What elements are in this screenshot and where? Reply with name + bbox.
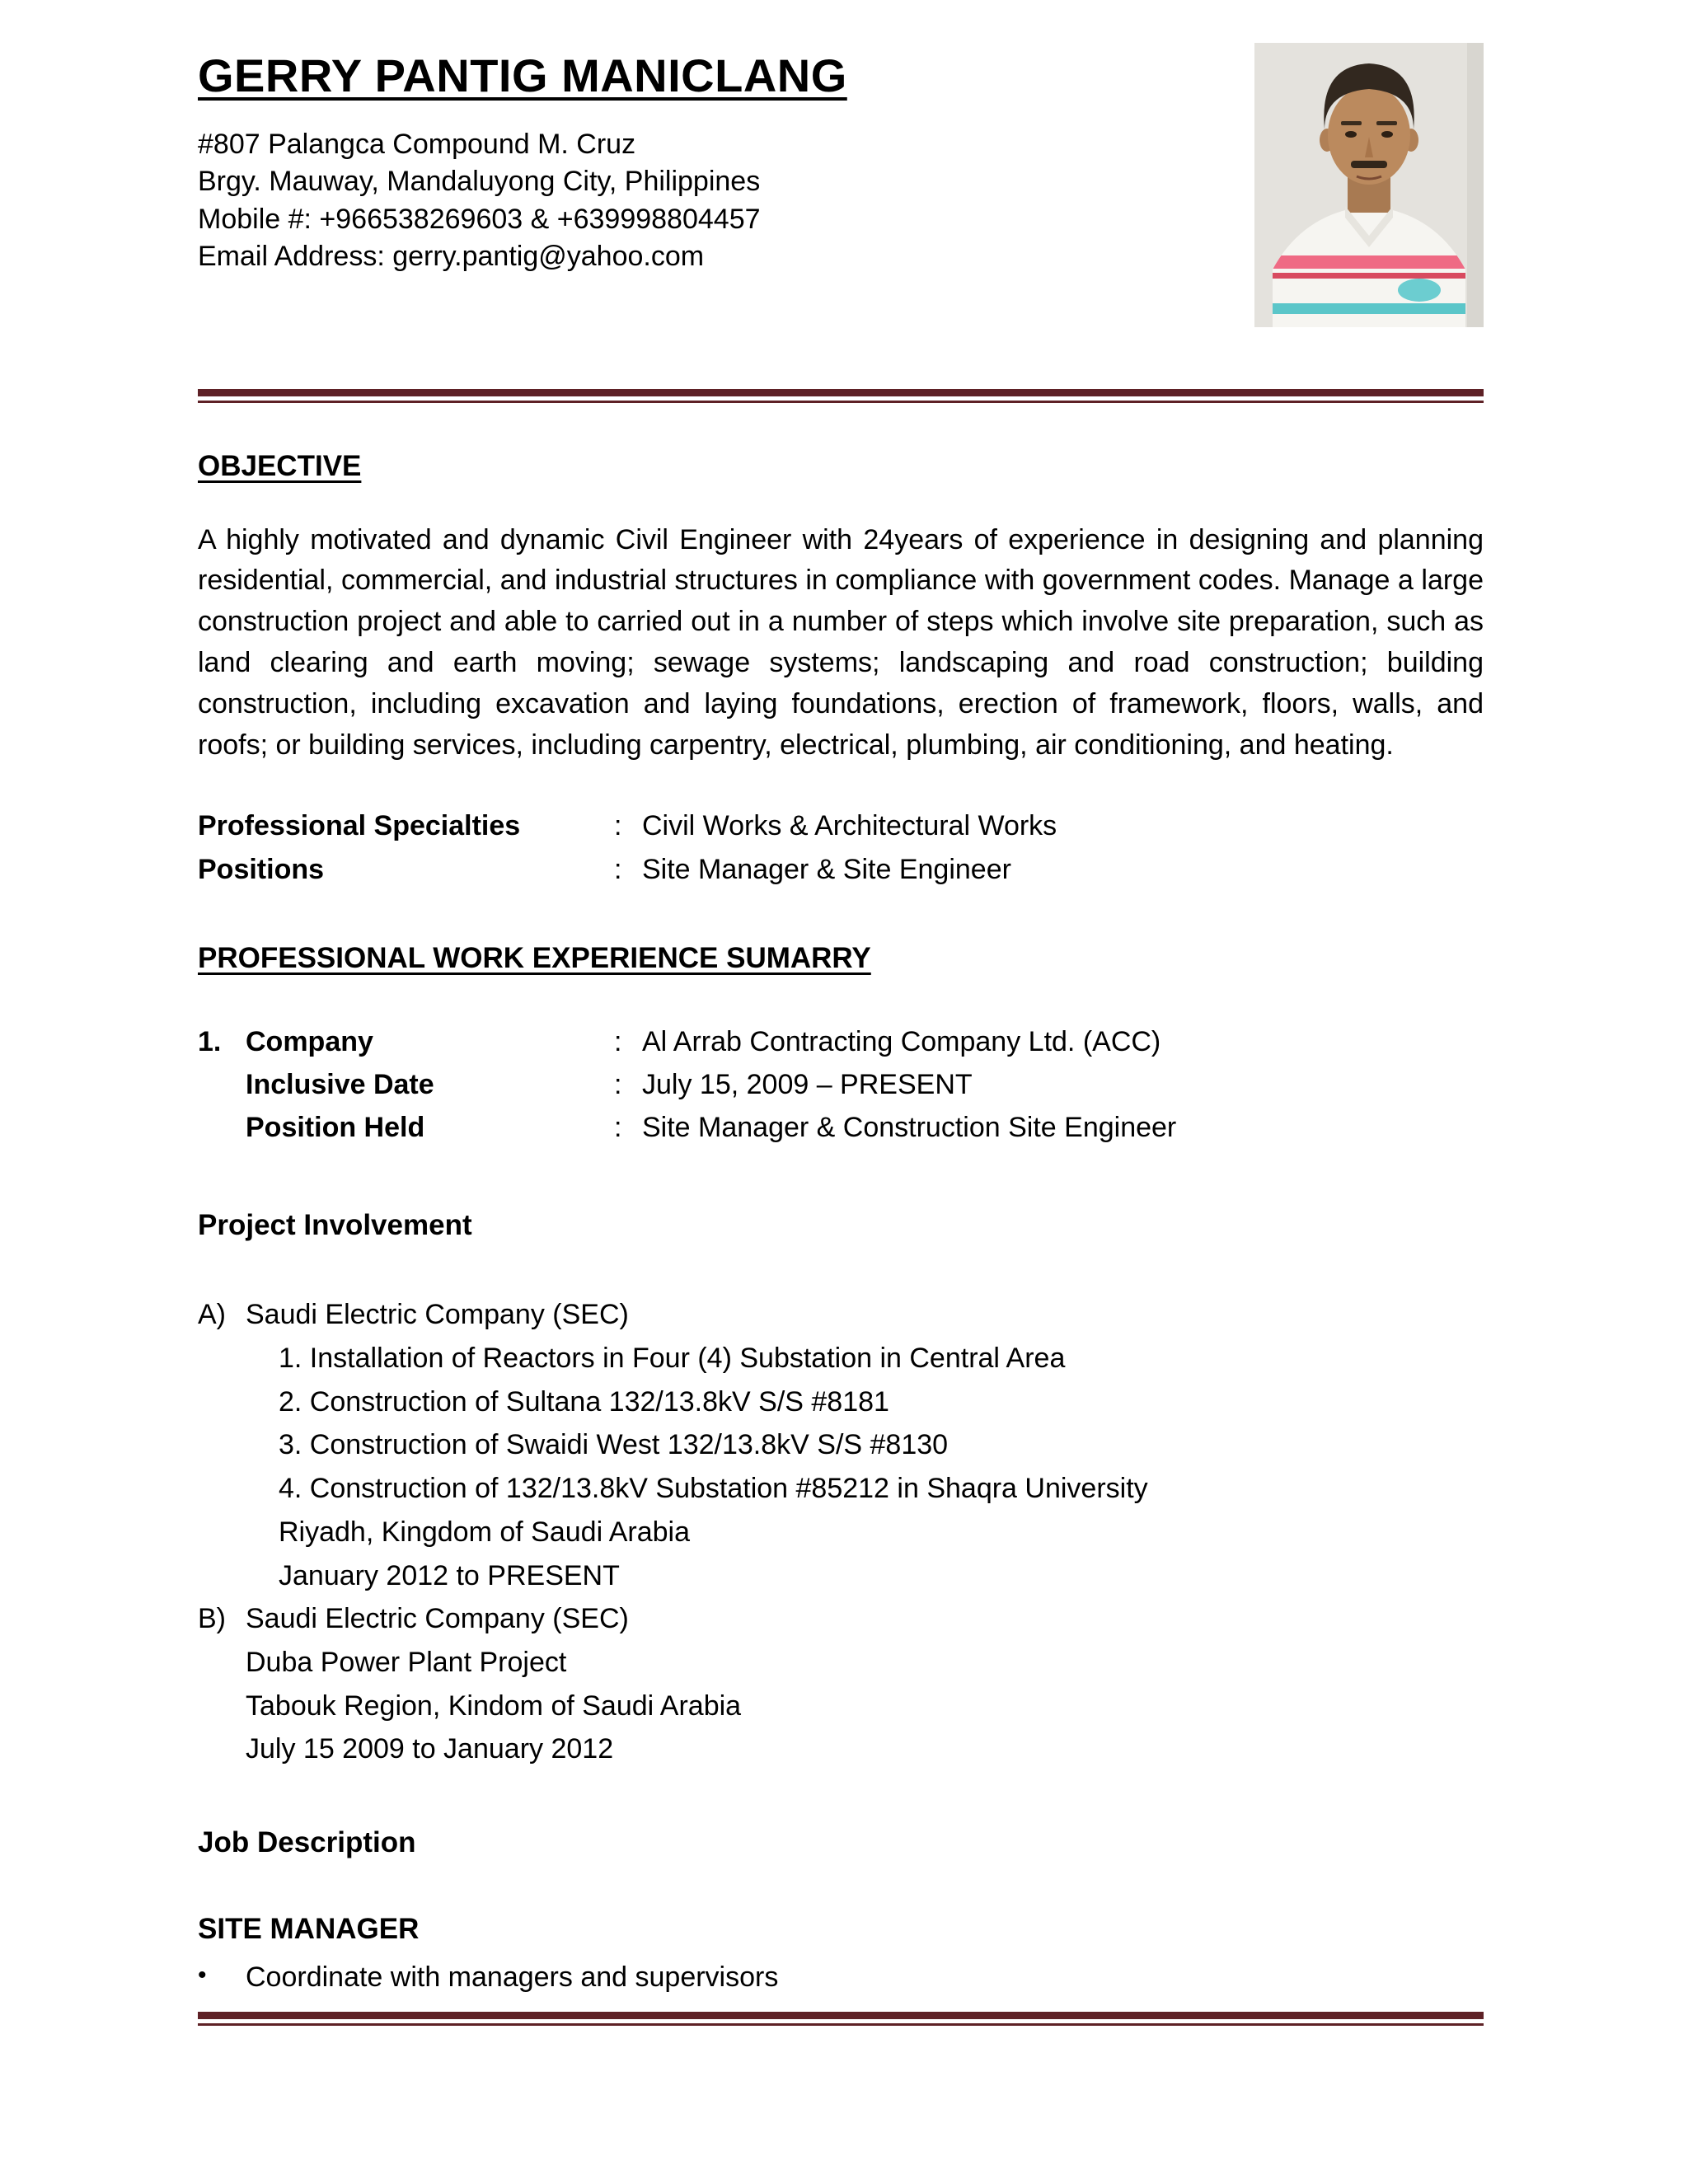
colon-separator: : — [614, 1068, 622, 1100]
colon-separator: : — [614, 1111, 622, 1143]
project-group-b — [198, 1597, 1484, 1771]
project-location-line: Tabouk Region, Kindom of Saudi Arabia — [246, 1690, 742, 1722]
site-manager-heading: SITE MANAGER — [198, 1913, 420, 1946]
header-divider — [198, 389, 1484, 403]
project-period-line: January 2012 to PRESENT — [279, 1559, 620, 1591]
entry-number: 1. — [198, 1025, 222, 1057]
experience-entry — [198, 1020, 1484, 1149]
group-content — [246, 1597, 1484, 1771]
group-title: Saudi Electric Company (SEC) — [246, 1299, 629, 1331]
email-line: Email Address: gerry.pantig@yahoo.com — [198, 240, 705, 272]
group-marker: B) — [198, 1603, 226, 1635]
specialty-label: Professional Specialties — [198, 810, 521, 842]
project-line: 1. Installation of Reactors in Four (4) Substation in Central Area — [279, 1343, 1066, 1375]
colon-separator: : — [614, 854, 622, 886]
address-line-2: Brgy. Mauway, Mandaluyong City, Philippines — [198, 166, 761, 198]
project-line: 3. Construction of Swaidi West 132/13.8kV S/S #8130 — [279, 1429, 949, 1461]
inclusive-date-value: July 15, 2009 – PRESENT — [642, 1068, 973, 1100]
project-group-a — [198, 1293, 1484, 1597]
project-line: 4. Construction of 132/13.8kV Substation #85212 in Shaqra University — [279, 1473, 1148, 1505]
address-line-1: #807 Palangca Compound M. Cruz — [198, 129, 636, 161]
company-row — [198, 1020, 1484, 1063]
inclusive-date-label: Inclusive Date — [246, 1068, 434, 1100]
colon-separator: : — [614, 1025, 622, 1057]
position-held-row — [198, 1106, 1484, 1149]
experience-heading: PROFESSIONAL WORK EXPERIENCE SUMARRY — [198, 942, 871, 975]
colon-separator: : — [614, 810, 622, 842]
portrait-photo — [1254, 43, 1484, 327]
specialty-row — [198, 804, 1484, 848]
objective-heading: OBJECTIVE — [198, 450, 362, 482]
objective-paragraph: A highly motivated and dynamic Civil Engineer with 24years of experience in designing and planning residential, commercial, and industrial structures in compliance with government codes. Manage a large construction project and able to carried out in a number of steps which involve site preparation, such as land clearing and earth moving; sewage systems; landscaping and road construction; building construction, including excavation and laying foundations, erection of framework, floors, walls, and roofs; or building services, including carpentry, electrical, plumbing, air conditioning, and heating. — [198, 523, 1484, 762]
specialties-block — [198, 804, 1484, 892]
project-line: Duba Power Plant Project — [246, 1646, 567, 1678]
group-title: Saudi Electric Company (SEC) — [246, 1603, 629, 1635]
bullet-text: Coordinate with managers and supervisors — [246, 1961, 779, 1993]
company-value: Al Arrab Contracting Company Ltd. (ACC) — [642, 1025, 1161, 1057]
positions-label: Positions — [198, 854, 325, 886]
company-label: Company — [246, 1025, 373, 1057]
positions-row — [198, 848, 1484, 892]
group-marker: A) — [198, 1299, 226, 1331]
project-location-line: Riyadh, Kingdom of Saudi Arabia — [279, 1516, 690, 1548]
project-line: 2. Construction of Sultana 132/13.8kV S/S #8181 — [279, 1385, 889, 1418]
page-title: GERRY PANTIG MANICLANG — [198, 49, 847, 101]
specialty-value: Civil Works & Architectural Works — [642, 810, 1057, 842]
job-description-heading: Job Description — [198, 1825, 416, 1858]
entry-number-spacer — [198, 1106, 246, 1149]
inclusive-date-row — [198, 1063, 1484, 1106]
mobile-line: Mobile #: +966538269603 & +639998804457 — [198, 203, 761, 235]
entry-number-spacer — [198, 1063, 246, 1106]
positions-value: Site Manager & Site Engineer — [642, 854, 1011, 886]
job-bullet-item — [198, 1957, 1484, 1999]
resume-header — [198, 48, 1484, 338]
position-held-value: Site Manager & Construction Site Engineer — [642, 1111, 1177, 1143]
footer-divider — [198, 2012, 1484, 2026]
project-period-line: July 15 2009 to January 2012 — [246, 1733, 614, 1765]
group-content — [246, 1293, 1484, 1597]
project-involvement-heading: Project Involvement — [198, 1208, 472, 1241]
bullet-icon: • — [198, 1961, 207, 1989]
position-held-label: Position Held — [246, 1111, 425, 1143]
